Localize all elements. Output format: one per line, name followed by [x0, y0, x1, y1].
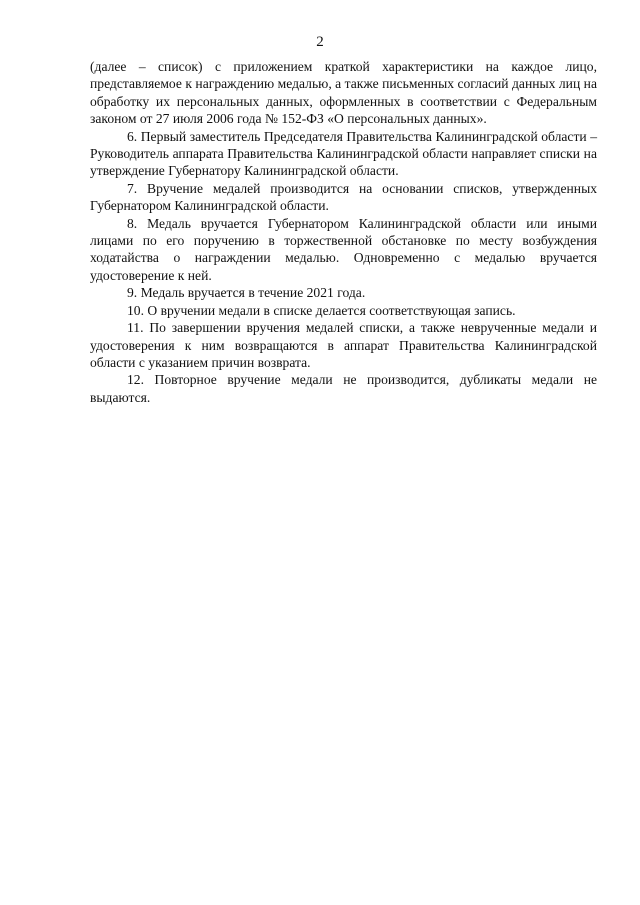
- paragraph-item-8: 8. Медаль вручается Губернатором Калининградской области или иными лицами по его поручению в торжественной обстановке по месту возбуждения ходатайства о награждении медалью. Одновременно с медалью вручается удостоверение к ней.: [90, 215, 597, 283]
- document-body: [90, 58, 597, 406]
- paragraph-item-6: 6. Первый заместитель Председателя Правительства Калининградской области – Руководитель аппарата Правительства Калининградской области направляет списки на утверждение Губернатору Калининградской области.: [90, 128, 597, 179]
- paragraph-item-9: 9. Медаль вручается в течение 2021 года.: [127, 285, 366, 301]
- paragraph-list-continuation: (далее – список) с приложением краткой характеристики на каждое лицо, представляемое к награждению медалью, а также письменных согласий данных лиц на обработку их персональных данных, оформленных в соответствии с Федеральным законом от 27 июля 2006 года № 152-ФЗ «О персональных данных».: [90, 59, 597, 127]
- paragraph-item-12: 12. Повторное вручение медали не производится, дубликаты медали не выдаются.: [90, 372, 597, 405]
- paragraph-item-10: 10. О вручении медали в списке делается соответствующая запись.: [127, 302, 516, 318]
- paragraph-item-7: 7. Вручение медалей производится на основании списков, утвержденных Губернатором Калининградской области.: [90, 180, 597, 214]
- paragraph-item-11: 11. По завершении вручения медалей списки, а также неврученные медали и удостоверения к ним возвращаются в аппарат Правительства Калининградской области с указанием причин возврата.: [90, 320, 597, 370]
- page-number: 2: [316, 34, 324, 50]
